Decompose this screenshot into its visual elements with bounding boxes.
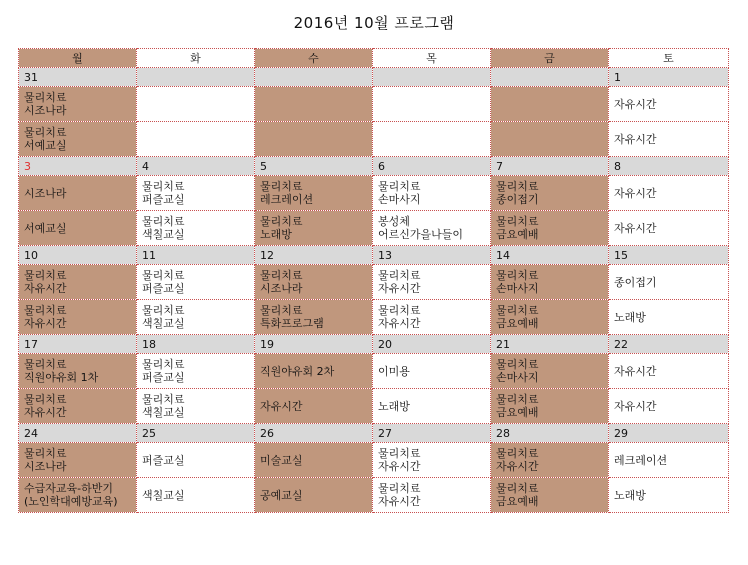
- activity-cell-thu: 노래방: [373, 389, 491, 424]
- activity-cell-mon: 물리치료 시조나라: [19, 87, 137, 122]
- date-cell-thu: 6: [373, 157, 491, 176]
- weekday-thu: 목: [373, 49, 491, 68]
- activity-cell-mon: 시조나라: [19, 176, 137, 211]
- date-cell-mon: 10: [19, 246, 137, 265]
- activity-cell-sat: 자유시간: [609, 354, 729, 389]
- date-cell-thu: [373, 68, 491, 87]
- calendar-table: [18, 48, 729, 513]
- activity-cell-thu: 물리치료 손마사지: [373, 176, 491, 211]
- activity-cell-fri: 물리치료 금요예배: [491, 389, 609, 424]
- activity-cell-sat: 자유시간: [609, 176, 729, 211]
- date-cell-sat: 15: [609, 246, 729, 265]
- activity-cell-thu: 물리치료 자유시간: [373, 265, 491, 300]
- activity-cell-wed: 미술교실: [255, 443, 373, 478]
- activity-cell-thu: [373, 122, 491, 157]
- date-cell-tue: 11: [137, 246, 255, 265]
- activity-cell-fri: [491, 87, 609, 122]
- activity-cell-thu: 물리치료 자유시간: [373, 478, 491, 513]
- activity-cell-wed: 자유시간: [255, 389, 373, 424]
- activity-cell-wed: [255, 122, 373, 157]
- activity-cell-mon: 물리치료 자유시간: [19, 265, 137, 300]
- activity-cell-tue: 물리치료 퍼즐교실: [137, 354, 255, 389]
- activity-cell-sat: 레크레이션: [609, 443, 729, 478]
- date-cell-thu: 20: [373, 335, 491, 354]
- date-cell-sat: 22: [609, 335, 729, 354]
- activity-cell-tue: 퍼즐교실: [137, 443, 255, 478]
- activity-row: [19, 176, 729, 211]
- activity-cell-wed: 물리치료 노래방: [255, 211, 373, 246]
- date-cell-fri: 7: [491, 157, 609, 176]
- activity-cell-wed: 공예교실: [255, 478, 373, 513]
- date-cell-fri: 14: [491, 246, 609, 265]
- date-cell-sat: 1: [609, 68, 729, 87]
- activity-cell-fri: 물리치료 자유시간: [491, 443, 609, 478]
- activity-cell-sat: 노래방: [609, 300, 729, 335]
- activity-cell-tue: [137, 122, 255, 157]
- activity-row: [19, 389, 729, 424]
- activity-cell-mon: 물리치료 직원야유회 1차: [19, 354, 137, 389]
- activity-cell-tue: 물리치료 퍼즐교실: [137, 265, 255, 300]
- date-cell-fri: 21: [491, 335, 609, 354]
- activity-row: [19, 87, 729, 122]
- date-row: [19, 157, 729, 176]
- activity-cell-sat: 자유시간: [609, 87, 729, 122]
- activity-cell-wed: 물리치료 시조나라: [255, 265, 373, 300]
- activity-cell-wed: 직원야유회 2차: [255, 354, 373, 389]
- activity-cell-sat: 자유시간: [609, 211, 729, 246]
- activity-cell-tue: 색칠교실: [137, 478, 255, 513]
- activity-cell-mon: 물리치료 서예교실: [19, 122, 137, 157]
- activity-cell-sat: 종이접기: [609, 265, 729, 300]
- activity-row: [19, 265, 729, 300]
- date-cell-mon: 24: [19, 424, 137, 443]
- date-cell-wed: 19: [255, 335, 373, 354]
- date-row: [19, 246, 729, 265]
- activity-row: [19, 478, 729, 513]
- date-cell-tue: 18: [137, 335, 255, 354]
- date-cell-tue: [137, 68, 255, 87]
- activity-cell-tue: [137, 87, 255, 122]
- weekday-wed: 수: [255, 49, 373, 68]
- activity-row: [19, 300, 729, 335]
- activity-cell-mon: 물리치료 자유시간: [19, 300, 137, 335]
- weekday-fri: 금: [491, 49, 609, 68]
- date-cell-mon: 31: [19, 68, 137, 87]
- activity-cell-fri: 물리치료 손마사지: [491, 265, 609, 300]
- date-cell-sat: 8: [609, 157, 729, 176]
- date-cell-sat: 29: [609, 424, 729, 443]
- activity-cell-tue: 물리치료 색칠교실: [137, 211, 255, 246]
- page-title: 2016년 10월 프로그램: [293, 14, 455, 32]
- date-cell-wed: 5: [255, 157, 373, 176]
- weekday-tue: 화: [137, 49, 255, 68]
- date-cell-wed: [255, 68, 373, 87]
- activity-cell-mon: 수급자교육-하반기 (노인학대예방교육): [19, 478, 137, 513]
- date-row: [19, 424, 729, 443]
- activity-cell-thu: 봉성체 어르신가을나들이: [373, 211, 491, 246]
- activity-cell-fri: 물리치료 종이접기: [491, 176, 609, 211]
- activity-cell-tue: 물리치료 색칠교실: [137, 389, 255, 424]
- activity-cell-fri: 물리치료 금요예배: [491, 300, 609, 335]
- activity-cell-mon: 서예교실: [19, 211, 137, 246]
- activity-cell-mon: 물리치료 자유시간: [19, 389, 137, 424]
- activity-row: [19, 122, 729, 157]
- weekday-header-row: [19, 49, 729, 68]
- activity-cell-thu: 이미용: [373, 354, 491, 389]
- activity-cell-fri: 물리치료 금요예배: [491, 478, 609, 513]
- date-cell-thu: 27: [373, 424, 491, 443]
- date-cell-wed: 12: [255, 246, 373, 265]
- weekday-sat: 토: [609, 49, 729, 68]
- date-cell-fri: [491, 68, 609, 87]
- date-row: [19, 335, 729, 354]
- activity-cell-thu: 물리치료 자유시간: [373, 443, 491, 478]
- activity-cell-mon: 물리치료 시조나라: [19, 443, 137, 478]
- activity-cell-sat: 자유시간: [609, 389, 729, 424]
- activity-cell-wed: 물리치료 특화프로그램: [255, 300, 373, 335]
- date-cell-mon: 17: [19, 335, 137, 354]
- activity-cell-fri: 물리치료 손마사지: [491, 354, 609, 389]
- activity-row: [19, 211, 729, 246]
- date-cell-tue: 4: [137, 157, 255, 176]
- activity-cell-wed: [255, 87, 373, 122]
- activity-cell-fri: 물리치료 금요예배: [491, 211, 609, 246]
- activity-cell-tue: 물리치료 색칠교실: [137, 300, 255, 335]
- activity-cell-thu: 물리치료 자유시간: [373, 300, 491, 335]
- activity-cell-sat: 노래방: [609, 478, 729, 513]
- date-cell-fri: 28: [491, 424, 609, 443]
- activity-row: [19, 443, 729, 478]
- activity-cell-thu: [373, 87, 491, 122]
- date-cell-thu: 13: [373, 246, 491, 265]
- activity-cell-tue: 물리치료 퍼즐교실: [137, 176, 255, 211]
- activity-cell-wed: 물리치료 레크레이션: [255, 176, 373, 211]
- date-cell-mon: 3: [19, 157, 137, 176]
- weekday-mon: 월: [19, 49, 137, 68]
- date-cell-wed: 26: [255, 424, 373, 443]
- activity-cell-sat: 자유시간: [609, 122, 729, 157]
- activity-row: [19, 354, 729, 389]
- activity-cell-fri: [491, 122, 609, 157]
- date-cell-tue: 25: [137, 424, 255, 443]
- date-row: [19, 68, 729, 87]
